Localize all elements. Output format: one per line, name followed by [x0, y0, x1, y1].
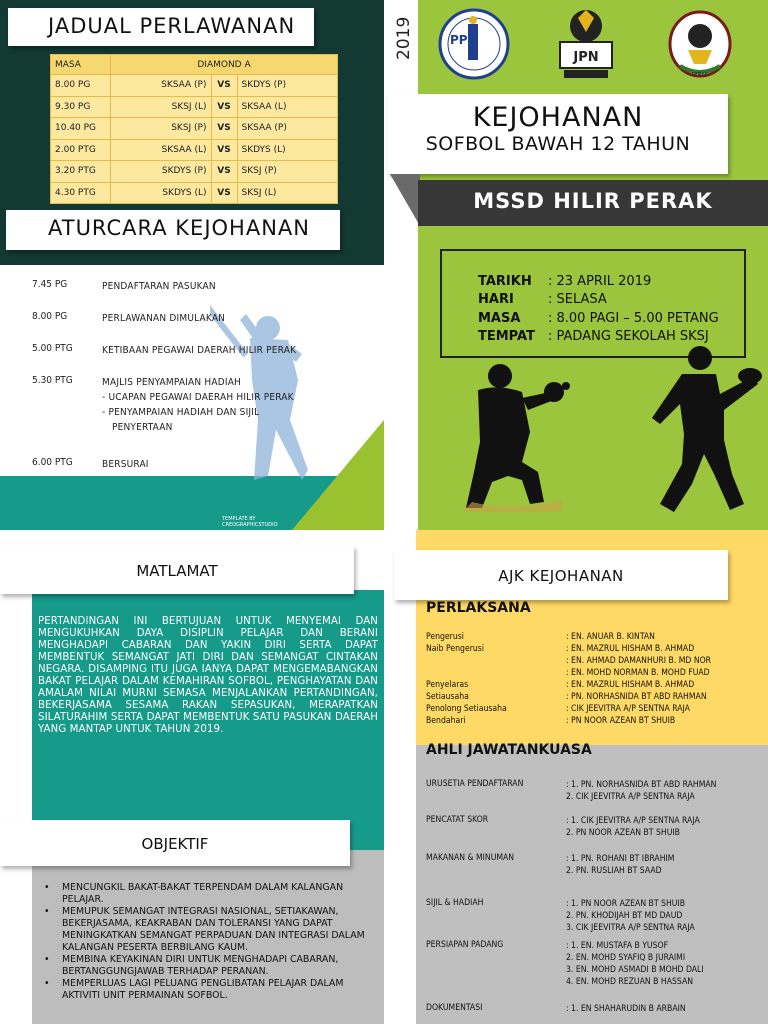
template-credit-line: CREOGRAPHICSTUDIO [222, 522, 278, 528]
agenda-desc [102, 375, 382, 435]
role-name: : EN. MOHD NORMAN B. MOHD FUAD [566, 668, 710, 678]
role-label: Pengerusi [426, 632, 464, 642]
info-value: : SELASA [548, 292, 607, 307]
objektif-title: OBJEKTIF [0, 820, 350, 866]
committee-name: PERSIAPAN PADANG [426, 940, 504, 950]
table-row [51, 118, 338, 140]
table-row [51, 182, 338, 204]
pitcher-silhouette-icon [634, 344, 764, 516]
agenda-desc: PERLAWANAN DIMULAKAN [102, 313, 226, 324]
role-name: : EN. MAZRUL HISHAM B. AHMAD [566, 680, 695, 690]
committee-name: DOKUMENTASI [426, 1003, 483, 1013]
perlaksana-title: PERLAKSANA [426, 600, 531, 616]
role-name: : EN. ANUAR B. KINTAN [566, 632, 655, 642]
header-masa: MASA [51, 55, 111, 75]
committee-member: : 1. PN. NORHASNIDA BT ABD RAHMAN [566, 780, 717, 790]
agenda-time: 6.00 PTG [32, 457, 73, 468]
match-time: 4.30 PTG [51, 182, 111, 204]
agenda-desc-sub: - UCAPAN PEGAWAI DAERAH HILIR PERAK [102, 392, 294, 403]
schedule-title: JADUAL PERLAWANAN [8, 8, 314, 46]
agenda-desc-sub: PENYERTAAN [112, 422, 173, 433]
vs-label: VS [211, 161, 237, 183]
committee-members [566, 898, 766, 934]
away-team: SKSAA (L) [237, 96, 338, 118]
ajk-title: AJK KEJOHANAN [394, 550, 728, 600]
ppd-logo-icon [432, 6, 516, 82]
district-banner: MSSD HILIR PERAK [418, 180, 768, 226]
role-name: : EN. AHMAD DAMANHURI B. MD NOR [566, 656, 712, 666]
away-team: SKDYS (L) [237, 139, 338, 161]
role-name: : CIK JEEVITRA A/P SENTNA RAJA [566, 704, 690, 714]
role-name: : PN. NORHASNIDA BT ABD RAHMAN [566, 692, 707, 702]
committee-member: : 1. PN. ROHANI BT IBRAHIM [566, 854, 675, 864]
schedule-header-row [51, 55, 338, 75]
agenda-desc-sub: - PENYAMPAIAN HADIAH DAN SIJIL [102, 407, 260, 418]
role-name: : EN. MAZRUL HISHAM B. AHMAD [566, 644, 695, 654]
match-time: 10.40 PG [51, 118, 111, 140]
committee-member: 3. CIK JEEVITRA A/P SENTNA RAJA [566, 923, 695, 933]
vs-label: VS [211, 182, 237, 204]
agenda-time: 5.30 PTG [32, 375, 73, 386]
info-label: MASA [478, 311, 521, 326]
role-label: Penolong Setiausaha [426, 704, 507, 714]
list-item: • MEMPERLUAS LAGI PELUANG PENGLIBATAN PELAJAR DALAM AKTIVITI UNIT PERMAINAN SOFBOL. [40, 978, 366, 1002]
agenda-desc: PENDAFTARAN PASUKAN [102, 281, 216, 292]
list-item: • MEMBINA KEYAKINAN DIRI UNTUK MENGHADAPI CABARAN, BERTANGGUNGJAWAB TERHADAP PERANAN. [40, 954, 366, 978]
role-label: Penyelaras [426, 680, 469, 690]
home-team: SKDYS (P) [111, 161, 212, 183]
table-row [51, 75, 338, 97]
away-team: SKSAA (P) [237, 118, 338, 140]
matlamat-text: PERTANDINGAN INI BERTUJUAN UNTUK MENYEMAI DAN MENGUKUHKAN DAYA DISIPLIN PELAJAR DAN BERANI MENGHADAPI CABARAN DAN YAKIN DIRI SERTA DAPAT MEMBENTUK SEMANGAT JATI DIRI DAN SEMANGAT CINTAKAN NEGARA. DISAMPING ITU JUGA IANYA DAPAT MENGEMABANGKAN BAKAT PELAJAR DALAM KEMAHIRAN SOFBOL, PENGHAYATAN DAN AMALAM NILAI MURNI SEMASA MENJALANKAN PERTANDINGAN, BEKERJASAMA SESAMA RAKAN SEPASUKAN, MERAPATKAN SILATURAHIM SERTA DAPAT MEMBENTUK SATU PASUKAN DAERAH YANG MANTAP UNTUK TAHUN 2019. [38, 616, 378, 735]
committee-members [566, 815, 766, 839]
table-row [51, 161, 338, 183]
vs-label: VS [211, 118, 237, 140]
ahli-title: AHLI JAWATANKUASA [426, 742, 592, 758]
cover-title: KEJOHANAN [472, 102, 644, 133]
committee-member: 4. EN. MOHD REZUAN B HASSAN [566, 977, 694, 987]
info-value: : 23 APRIL 2019 [548, 274, 652, 289]
match-time: 8.00 PG [51, 75, 111, 97]
match-time: 2.00 PTG [51, 139, 111, 161]
schedule-table [50, 54, 338, 204]
home-team: SKSAA (L) [111, 139, 212, 161]
vs-label: VS [211, 139, 237, 161]
committee-members [566, 853, 766, 877]
committee-name: MAKANAN & MINUMAN [426, 853, 515, 863]
cover-panel [384, 0, 768, 530]
agenda-desc-main: MAJLIS PENYAMPAIAN HADIAH [102, 377, 242, 388]
info-label: HARI [478, 292, 514, 307]
matlamat-title: MATLAMAT [0, 546, 354, 594]
info-value: : PADANG SEKOLAH SKSJ [548, 329, 709, 344]
logo1-text: PPD [450, 33, 478, 47]
info-label: TEMPAT [478, 329, 535, 344]
match-time: 9.30 PG [51, 96, 111, 118]
committee-member: : 1. PN NOOR AZEAN BT SHUIB [566, 899, 686, 909]
schedule-panel [0, 0, 384, 530]
agenda-time: 7.45 PG [32, 279, 68, 290]
template-credit [222, 516, 278, 528]
committee-name: SIJIL & HADIAH [426, 898, 484, 908]
committee-member: 2. EN. MOHD SYAFIQ B JURAIMI [566, 953, 686, 963]
committee-member: 2. PN NOOR AZEAN BT SHUIB [566, 828, 680, 838]
table-row [51, 139, 338, 161]
catcher-silhouette-icon [452, 362, 572, 512]
committee-member: 2. PN. KHODIJAH BT MD DAUD [566, 911, 683, 921]
home-team: SKDYS (L) [111, 182, 212, 204]
role-label: Naib Pengerusi [426, 644, 484, 654]
committee-members [566, 940, 766, 988]
home-team: SKSJ (L) [111, 96, 212, 118]
home-team: SKSJ (P) [111, 118, 212, 140]
committee-member: : 1. CIK JEEVITRA A/P SENTNA RAJA [566, 816, 700, 826]
role-label: Bendahari [426, 716, 466, 726]
agenda-time: 8.00 PG [32, 311, 68, 322]
away-team: SKSJ (P) [237, 161, 338, 183]
template-credit-line: TEMPLATE BY [222, 516, 256, 522]
role-name: : PN NOOR AZEAN BT SHUIB [566, 716, 676, 726]
away-team: SKDYS (P) [237, 75, 338, 97]
perak-crest-icon [666, 6, 734, 80]
list-item: • MENCUNGKIL BAKAT-BAKAT TERPENDAM DALAM KALANGAN PELAJAR. [40, 882, 366, 906]
committee-name: PENCATAT SKOR [426, 815, 489, 825]
jpn-logo-icon [554, 6, 618, 80]
committee-name: URUSETIA PENDAFTARAN [426, 779, 524, 789]
info-label: TARIKH [478, 274, 532, 289]
agenda-desc: BERSURAI [102, 459, 149, 470]
agenda-time: 5.00 PTG [32, 343, 73, 354]
logo2-text: JPN [573, 50, 599, 65]
header-diamond: DIAMOND A [111, 55, 338, 75]
vs-label: VS [211, 96, 237, 118]
cover-subtitle: SOFBOL BAWAH 12 TAHUN [425, 133, 691, 155]
title-box [388, 94, 728, 174]
agenda-title: ATURCARA KEJOHANAN [6, 210, 340, 250]
committee-member: 3. EN. MOHD ASMADI B MOHD DALI [566, 965, 704, 975]
committee-member: 2. CIK JEEVITRA A/P SENTNA RAJA [566, 792, 695, 802]
year-label: 2019 [394, 16, 414, 60]
away-team: SKSJ (L) [237, 182, 338, 204]
ball-icon [562, 382, 570, 390]
committee-members [566, 779, 766, 803]
logo3-text: PERAK [691, 72, 709, 78]
info-value: : 8.00 PAGI – 5.00 PETANG [548, 311, 719, 326]
table-row [51, 96, 338, 118]
committee-member: : 1. EN. MUSTAFA B YUSOF [566, 941, 669, 951]
agenda-desc: KETIBAAN PEGAWAI DAERAH HILIR PERAK [102, 345, 297, 356]
vs-label: VS [211, 75, 237, 97]
objektif-list [40, 882, 366, 1002]
home-team: SKSAA (P) [111, 75, 212, 97]
committee-panel [384, 530, 768, 1024]
committee-member: : 1. EN SHAHARUDIN B ARBAIN [566, 1004, 686, 1014]
list-item: • MEMUPUK SEMANGAT INTEGRASI NASIONAL, SETIAKAWAN, BEKERJASAMA, KEAKRABAN DAN TOLERANSI YANG DAPAT MENINGKATKAN SEMANGAT PERPADUAN DAN INTEGRASI DALAM KALANGAN PESERTA BERBILANG KAUM. [40, 906, 366, 954]
match-time: 3.20 PTG [51, 161, 111, 183]
committee-member: 2. PN. RUSLIAH BT SAAD [566, 866, 662, 876]
aims-panel [0, 530, 384, 1024]
committee-members [566, 1003, 766, 1015]
role-label: Setiausaha [426, 692, 469, 702]
banner-fold [390, 174, 420, 226]
